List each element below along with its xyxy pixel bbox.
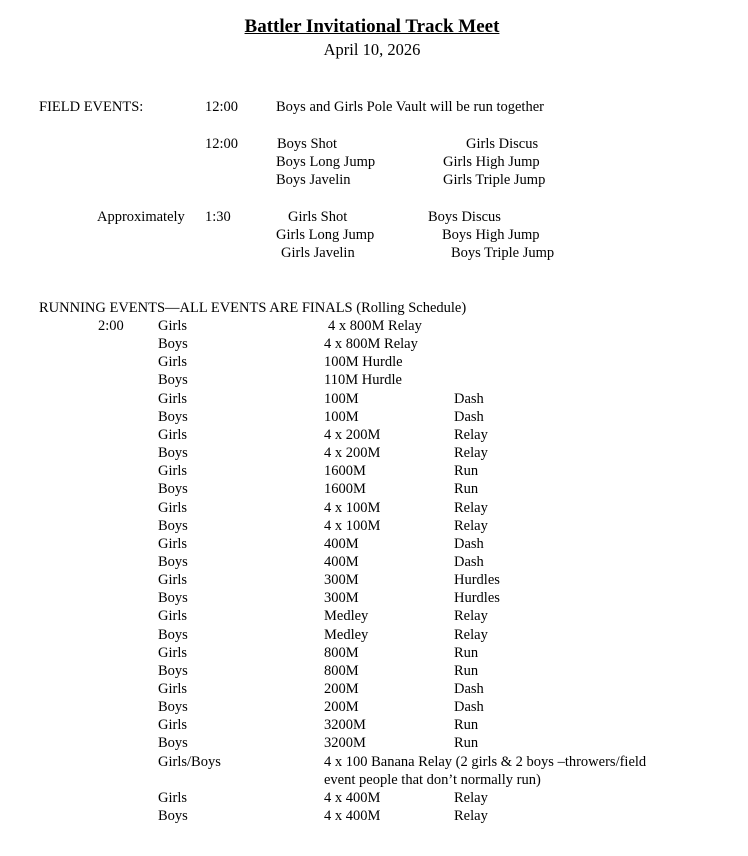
event-gender: Boys (158, 808, 188, 824)
field-event: Boys Triple Jump (451, 245, 555, 261)
field-group2-time: 1:30 (205, 209, 231, 225)
event-type: Dash (454, 409, 484, 425)
event-gender: Girls (158, 318, 187, 334)
event-name: 200M (324, 699, 359, 715)
field-event: Girls High Jump (443, 154, 540, 170)
event-gender: Girls (158, 463, 187, 479)
event-type: Relay (454, 808, 488, 824)
meet-date: April 10, 2026 (323, 40, 421, 59)
event-name: 100M Hurdle (324, 354, 403, 370)
event-gender: Girls (158, 645, 187, 661)
event-type: Relay (454, 500, 488, 516)
event-gender: Boys (158, 445, 188, 461)
field-event: Boys Long Jump (276, 154, 376, 170)
event-gender: Girls (158, 790, 187, 806)
field-event: Girls Triple Jump (443, 172, 546, 188)
event-gender: Boys (158, 518, 188, 534)
event-gender: Boys (158, 554, 188, 570)
event-name: Medley (324, 608, 369, 624)
event-type: Run (454, 663, 479, 679)
running-events-heading: RUNNING EVENTS—ALL EVENTS ARE FINALS (Rolling Schedule) (39, 300, 467, 316)
event-type: Dash (454, 391, 484, 407)
event-type: Dash (454, 699, 484, 715)
event-gender: Boys (158, 372, 188, 388)
event-name: 4 x 100M (324, 500, 381, 516)
event-gender: Girls/Boys (158, 754, 221, 770)
event-type: Run (454, 717, 479, 733)
field-event: Girls Long Jump (276, 227, 375, 243)
page-title: Battler Invitational Track Meet (244, 16, 500, 37)
event-name: 4 x 100 Banana Relay (2 girls & 2 boys –throwers/field (324, 754, 647, 770)
event-gender: Boys (158, 735, 188, 751)
event-type: Run (454, 463, 479, 479)
event-gender: Boys (158, 627, 188, 643)
field-event: Boys Shot (277, 136, 338, 152)
event-type: Run (454, 481, 479, 497)
event-gender: Girls (158, 354, 187, 370)
field-event: Girls Discus (466, 136, 539, 152)
event-type: Relay (454, 790, 488, 806)
event-name: 3200M (324, 717, 366, 733)
field-group1-time: 12:00 (205, 136, 239, 152)
event-name: Medley (324, 627, 369, 643)
event-type: Dash (454, 536, 484, 552)
event-type: Hurdles (454, 590, 500, 606)
event-gender: Girls (158, 572, 187, 588)
event-gender: Girls (158, 681, 187, 697)
event-name: 300M (324, 590, 359, 606)
event-name: 1600M (324, 463, 366, 479)
event-name: 100M (324, 391, 359, 407)
event-gender: Girls (158, 536, 187, 552)
event-type: Run (454, 645, 479, 661)
running-events-time: 2:00 (98, 318, 124, 334)
event-type: Run (454, 735, 479, 751)
event-name: 110M Hurdle (324, 372, 402, 388)
event-name: 1600M (324, 481, 366, 497)
event-name: 4 x 800M Relay (324, 336, 418, 352)
field-event: Boys High Jump (442, 227, 540, 243)
event-gender: Boys (158, 699, 188, 715)
pole-vault-time: 12:00 (205, 99, 239, 115)
field-event: Girls Shot (288, 209, 348, 225)
event-gender: Boys (158, 663, 188, 679)
event-name: 4 x 200M (324, 445, 381, 461)
event-name: 4 x 100M (324, 518, 381, 534)
field-events-label: FIELD EVENTS: (39, 99, 144, 115)
event-gender: Boys (158, 590, 188, 606)
event-name: 400M (324, 554, 359, 570)
event-gender: Boys (158, 409, 188, 425)
field-event: Boys Discus (428, 209, 501, 225)
event-name: 200M (324, 681, 359, 697)
event-type: Relay (454, 427, 488, 443)
event-name: 100M (324, 409, 359, 425)
event-name: 800M (324, 645, 359, 661)
approximately-label: Approximately (97, 209, 185, 225)
event-gender: Boys (158, 336, 188, 352)
pole-vault-note: Boys and Girls Pole Vault will be run together (276, 99, 544, 115)
event-name: 4 x 800M Relay (328, 318, 422, 334)
event-name: 4 x 400M (324, 808, 381, 824)
event-name: 3200M (324, 735, 366, 751)
event-gender: Girls (158, 427, 187, 443)
event-gender: Girls (158, 500, 187, 516)
field-event: Boys Javelin (276, 172, 351, 188)
event-gender: Boys (158, 481, 188, 497)
event-name: event people that don’t normally run) (324, 772, 541, 788)
event-name: 400M (324, 536, 359, 552)
event-name: 300M (324, 572, 359, 588)
field-event: Girls Javelin (281, 245, 355, 261)
event-gender: Girls (158, 608, 187, 624)
event-type: Relay (454, 627, 488, 643)
event-name: 4 x 200M (324, 427, 381, 443)
event-type: Relay (454, 445, 488, 461)
event-gender: Girls (158, 391, 187, 407)
event-gender: Girls (158, 717, 187, 733)
event-type: Relay (454, 608, 488, 624)
event-type: Hurdles (454, 572, 500, 588)
event-name: 800M (324, 663, 359, 679)
event-type: Dash (454, 554, 484, 570)
event-type: Relay (454, 518, 488, 534)
event-name: 4 x 400M (324, 790, 381, 806)
event-type: Dash (454, 681, 484, 697)
